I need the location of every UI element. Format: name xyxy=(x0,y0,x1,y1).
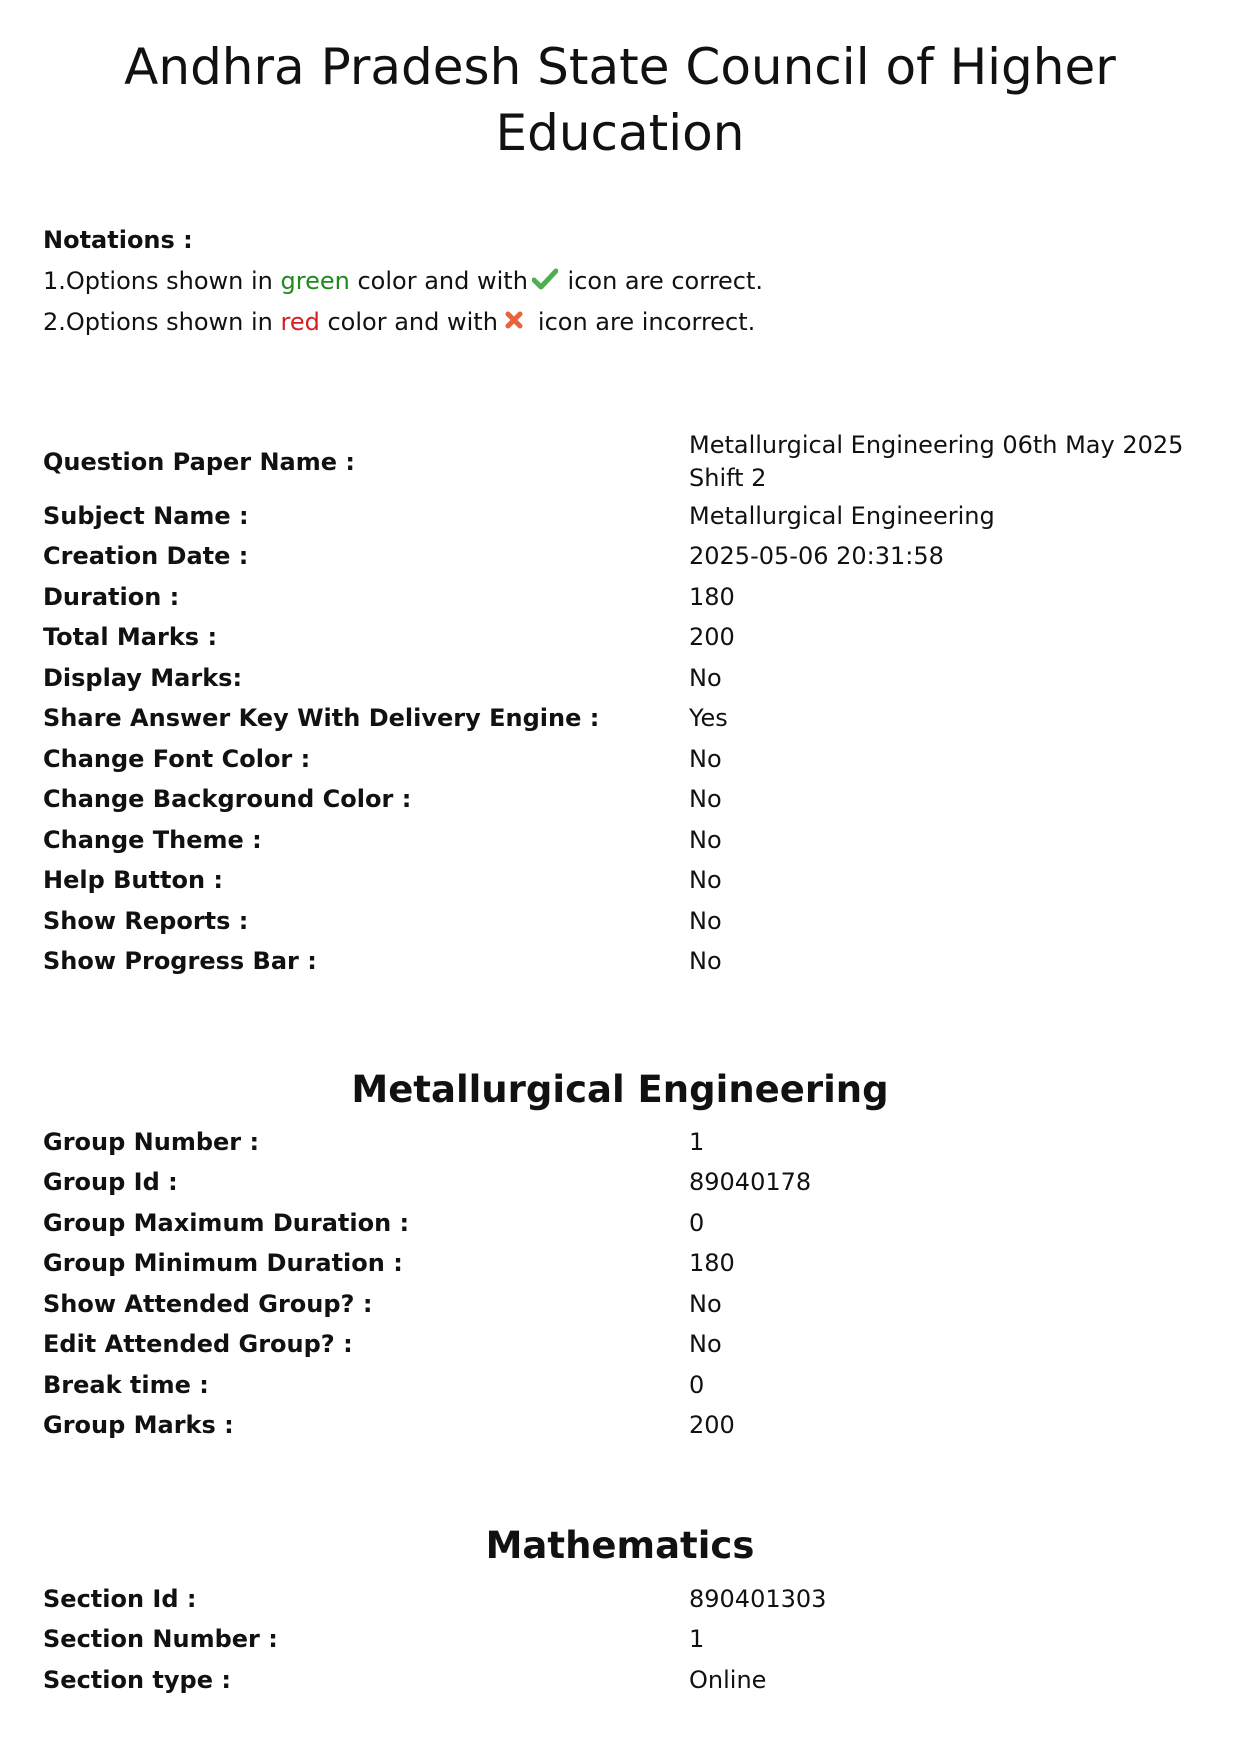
table-row xyxy=(43,1203,1203,1244)
row-label: Edit Attended Group? : xyxy=(43,1330,353,1359)
row-value: No xyxy=(689,744,722,773)
cross-icon xyxy=(504,310,524,330)
row-value: 180 xyxy=(689,1249,735,1278)
section-info-table xyxy=(43,1579,1203,1701)
row-value: No xyxy=(689,866,722,895)
check-icon xyxy=(532,268,558,290)
row-label: Section Id : xyxy=(43,1584,197,1613)
row-label: Group Marks : xyxy=(43,1411,234,1440)
group-title: Metallurgical Engineering xyxy=(351,1068,889,1111)
row-label: Display Marks: xyxy=(43,663,243,692)
table-row xyxy=(43,1365,1203,1406)
row-label: Change Theme : xyxy=(43,825,262,854)
notation-incorrect-suffix: icon are incorrect. xyxy=(537,308,756,336)
table-row xyxy=(43,1406,1203,1447)
notations-heading: Notations : xyxy=(43,226,193,254)
table-row xyxy=(43,428,1203,496)
notation-correct-suffix: icon are correct. xyxy=(559,267,764,295)
table-row xyxy=(43,1163,1203,1204)
row-label: Help Button : xyxy=(43,866,223,895)
row-label: Group Number : xyxy=(43,1127,260,1156)
table-row xyxy=(43,901,1203,942)
row-label: Show Attended Group? : xyxy=(43,1289,373,1318)
table-row xyxy=(43,1244,1203,1285)
row-value: 89040178 xyxy=(689,1168,812,1197)
row-label: Creation Date : xyxy=(43,542,249,571)
group-info-table xyxy=(43,1122,1203,1446)
row-value: No xyxy=(689,663,722,692)
row-value: 890401303 xyxy=(689,1584,827,1613)
row-label: Total Marks : xyxy=(43,623,218,652)
table-row xyxy=(43,618,1203,659)
paper-info-table xyxy=(43,428,1203,982)
row-label: Group Minimum Duration : xyxy=(43,1249,403,1278)
row-value: 0 xyxy=(689,1370,705,1399)
row-value: 200 xyxy=(689,1411,735,1440)
table-row xyxy=(43,537,1203,578)
row-value: No xyxy=(689,825,722,854)
row-value: No xyxy=(689,1330,722,1359)
row-value: No xyxy=(689,785,722,814)
notation-incorrect-middle: color and with xyxy=(319,308,498,336)
table-row xyxy=(43,780,1203,821)
row-label: Share Answer Key With Delivery Engine : xyxy=(43,704,600,733)
table-row xyxy=(43,699,1203,740)
row-value: 2025-05-06 20:31:58 xyxy=(689,542,944,571)
row-value: No xyxy=(689,947,722,976)
table-row xyxy=(43,820,1203,861)
row-value: Yes xyxy=(689,704,728,733)
notation-incorrect-prefix: 2.Options shown in xyxy=(43,308,281,336)
row-label: Section type : xyxy=(43,1665,231,1694)
table-row xyxy=(43,1579,1203,1620)
table-row xyxy=(43,739,1203,780)
row-value: Metallurgical Engineering 06th May 2025 Shift 2 xyxy=(689,431,1184,492)
row-label: Question Paper Name : xyxy=(43,447,355,476)
row-value: 1 xyxy=(689,1127,705,1156)
notation-correct-prefix: 1.Options shown in xyxy=(43,267,281,295)
row-value: Online xyxy=(689,1665,767,1694)
row-label: Break time : xyxy=(43,1370,209,1399)
table-row xyxy=(43,942,1203,983)
row-value: Metallurgical Engineering xyxy=(689,501,995,530)
table-row xyxy=(43,1620,1203,1661)
notations-block xyxy=(43,220,763,343)
table-row xyxy=(43,496,1203,537)
row-label: Section Number : xyxy=(43,1625,278,1654)
notation-correct xyxy=(43,261,763,302)
table-row xyxy=(43,658,1203,699)
row-label: Show Reports : xyxy=(43,906,249,935)
table-row xyxy=(43,1284,1203,1325)
row-value: 0 xyxy=(689,1208,705,1237)
notation-green-word: green xyxy=(280,267,350,295)
row-label: Change Background Color : xyxy=(43,785,412,814)
row-label: Group Maximum Duration : xyxy=(43,1208,410,1237)
row-value: No xyxy=(689,1289,722,1318)
notation-incorrect xyxy=(43,302,763,343)
row-label: Subject Name : xyxy=(43,501,249,530)
row-label: Duration : xyxy=(43,582,180,611)
row-label: Show Progress Bar : xyxy=(43,947,317,976)
row-value: 180 xyxy=(689,582,735,611)
notation-red-word: red xyxy=(280,308,320,336)
notation-correct-middle: color and with xyxy=(349,267,528,295)
row-label: Group Id : xyxy=(43,1168,178,1197)
row-value: No xyxy=(689,906,722,935)
table-row xyxy=(43,1122,1203,1163)
row-value: 200 xyxy=(689,623,735,652)
row-label: Change Font Color : xyxy=(43,744,311,773)
table-row xyxy=(43,1660,1203,1701)
table-row xyxy=(43,1325,1203,1366)
row-value: 1 xyxy=(689,1625,705,1654)
table-row xyxy=(43,861,1203,902)
table-row xyxy=(43,577,1203,618)
section-title: Mathematics xyxy=(485,1524,755,1567)
page-title: Andhra Pradesh State Council of Higher Education xyxy=(124,38,1116,162)
